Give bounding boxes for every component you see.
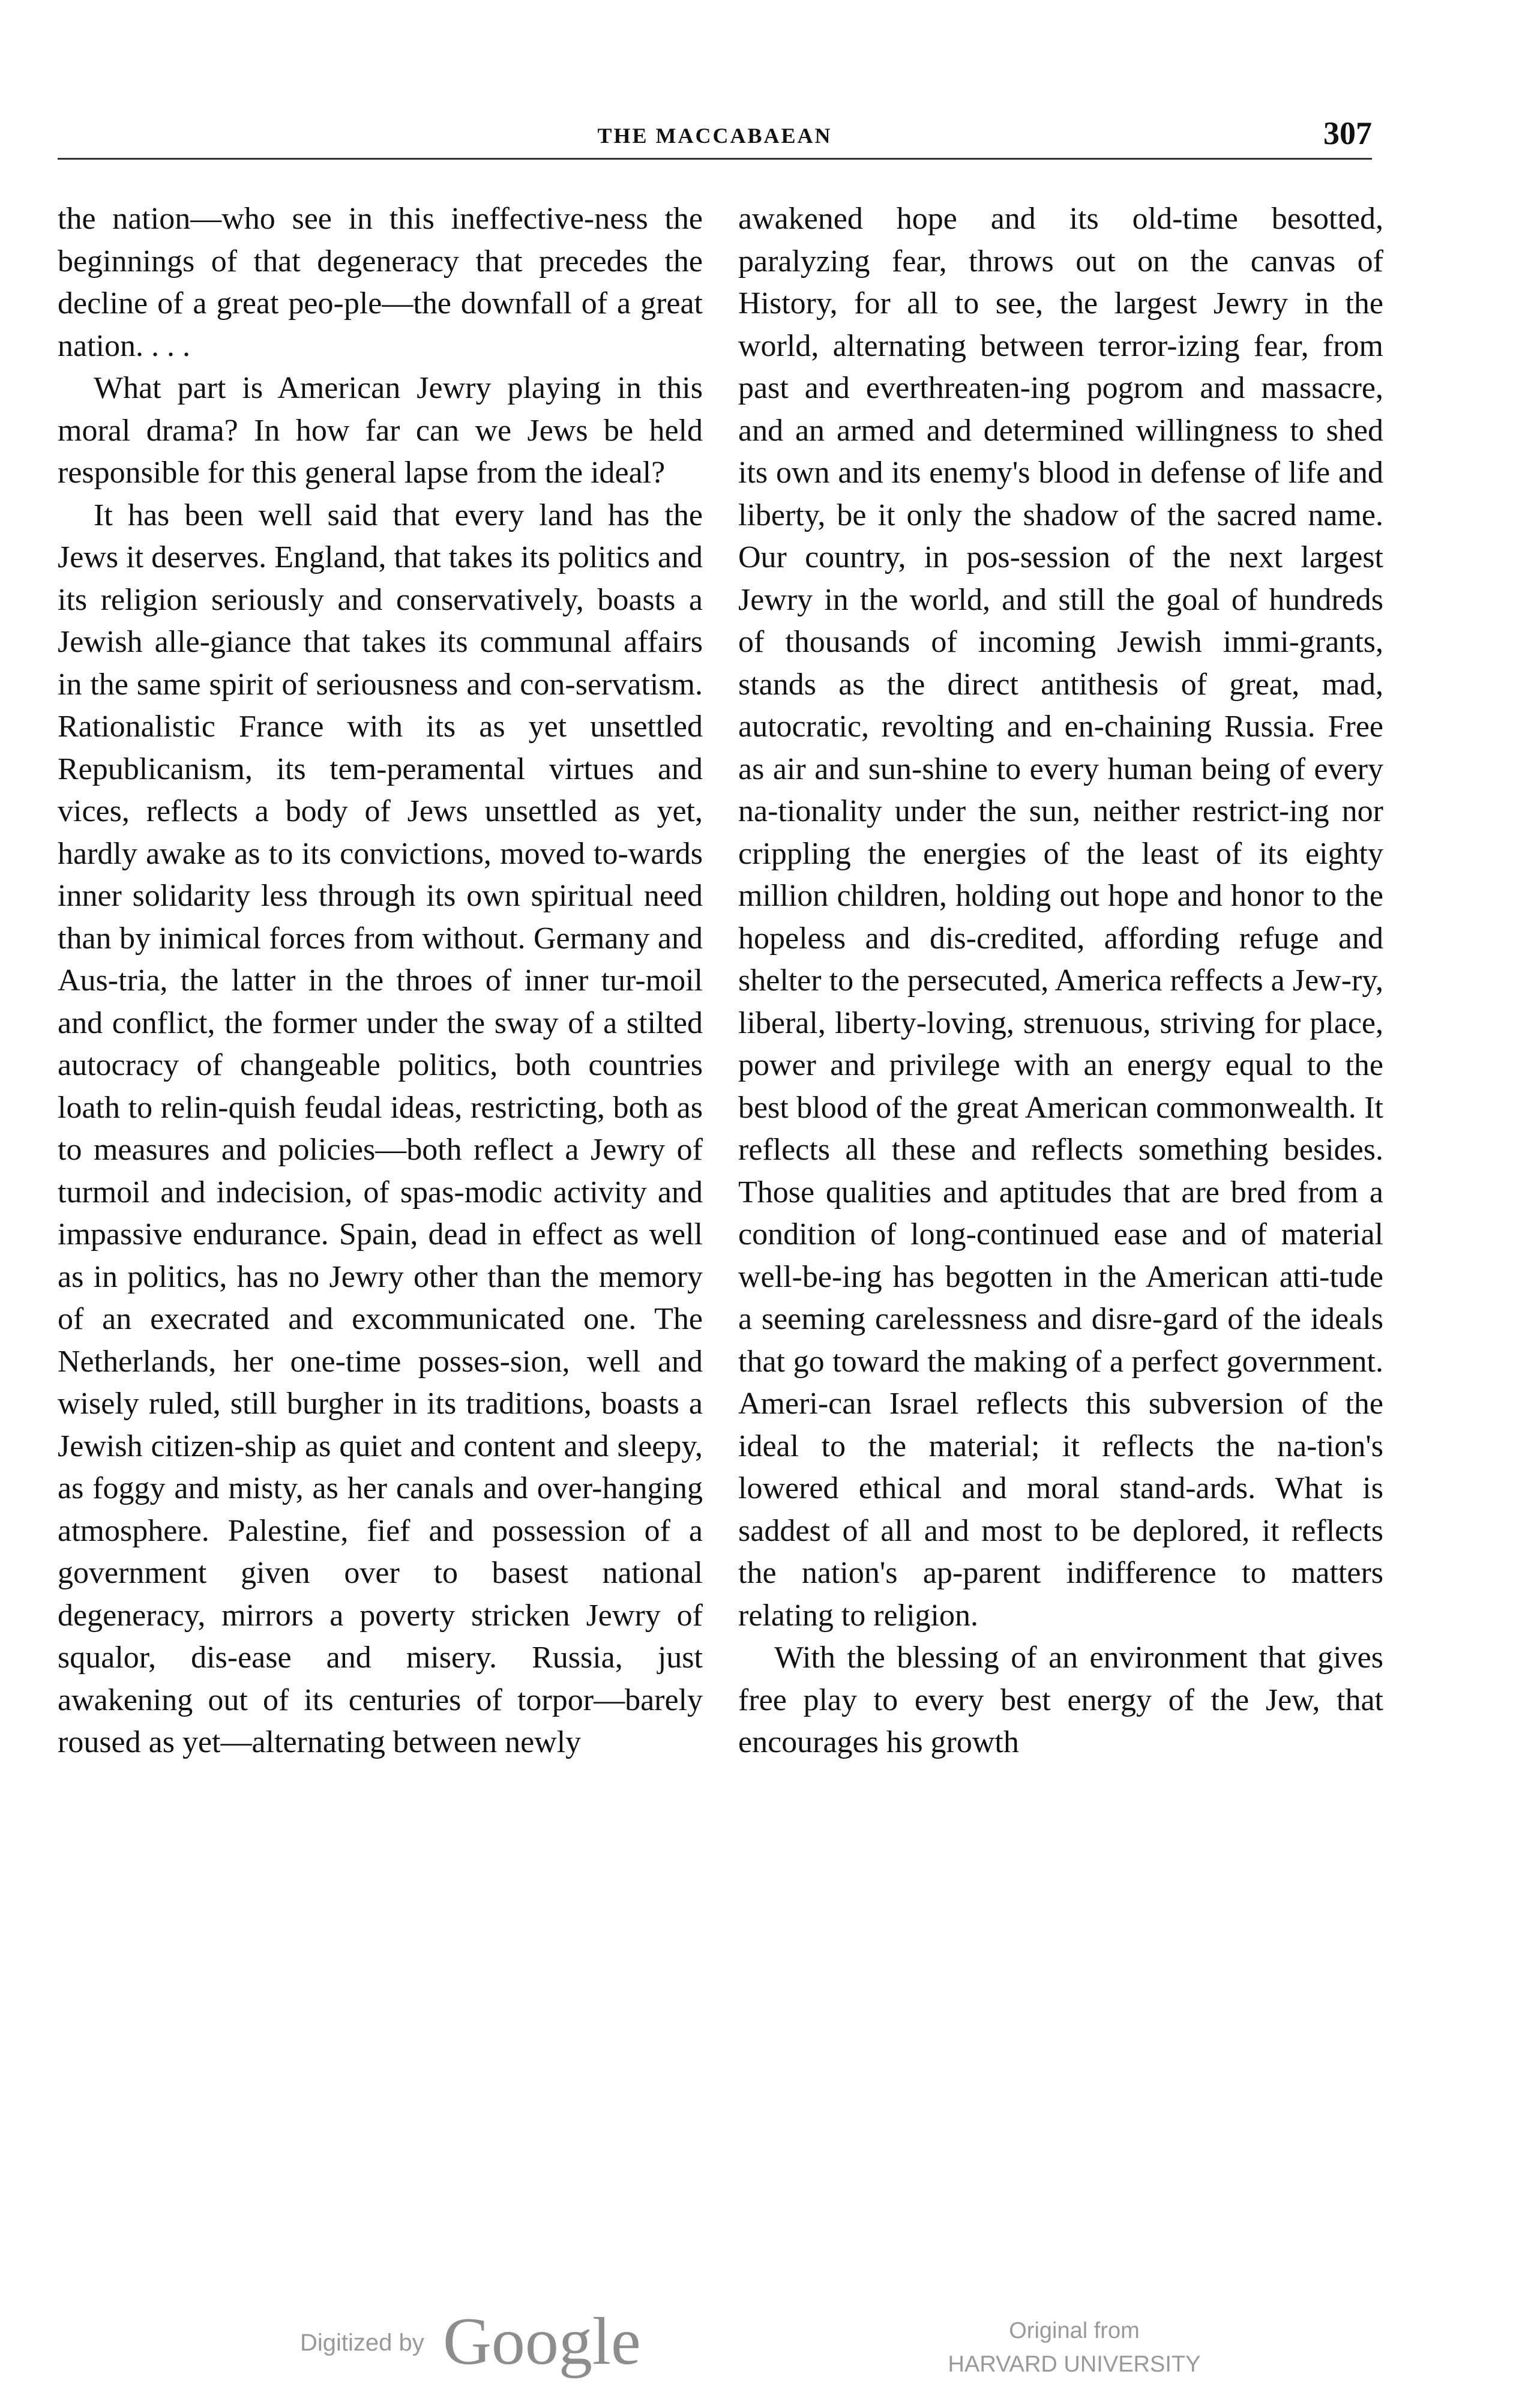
original-from-label: Original from bbox=[1009, 2318, 1140, 2343]
running-title: THE MACCABAEAN bbox=[597, 124, 832, 148]
page-footer bbox=[0, 2304, 1540, 2401]
provenance-note bbox=[906, 2314, 1242, 2381]
google-logo: Google bbox=[443, 2304, 641, 2379]
digitized-by-label: Digitized by bbox=[300, 2330, 424, 2356]
paragraph: awakened hope and its old-time besotted, paralyzing fear, throws out on the canvas of History, for all to see, the largest Jewry in the world, alternating between terror-izing fear, from past and everthreaten-ing pogrom and massacre, and an armed and determined willingness to shed its own and its enemy's blood in defense of life and liberty, be it only the shadow of the sacred name. Our country, in pos-session of the next largest Jewry in the world, and still the goal of hundreds of thousands of incoming Jewish immi-grants, stands as the direct antithesis of great, mad, autocratic, revolting and en-chaining Russia. Free as air and sun-shine to every human being of every na-tionality under the sun, neither restrict-ing nor crippling the energies of the least of its eighty million children, holding out hope and honor to the hopeless and dis-credited, affording refuge and shelter to the persecuted, America reffects a Jew-ry, liberal, liberty-loving, strenuous, striving for place, power and privilege with an energy equal to the best blood of the great American commonwealth. It reflects all these and reflects something besides. Those qualities and aptitudes that are bred from a condition of long-continued ease and of material well-be-ing has begotten in the American atti-tude a seeming carelessness and disre-gard of the ideals that go toward the making of a perfect government. Ameri-can Israel reflects this subversion of the ideal to the material; it reflects the na-tion's lowered ethical and moral stand-ards. What is saddest of all and most to be deplored, it reflects the nation's ap-parent indifference to matters relating to religion. bbox=[738, 202, 1383, 1633]
header-rule bbox=[58, 158, 1372, 160]
right-column bbox=[738, 198, 1383, 2125]
page-number: 307 bbox=[1323, 115, 1372, 151]
page-header bbox=[58, 115, 1372, 165]
paragraph: the nation—who see in this ineffective-ness the beginnings of that degeneracy that precedes the decline of a great peo-ple—the downfall of a great nation. . . . bbox=[58, 202, 703, 363]
university-label: HARVARD UNIVERSITY bbox=[948, 2352, 1201, 2377]
paragraph: It has been well said that every land has the Jews it deserves. England, that takes its politics and its religion seriously and conservatively, boasts a Jewish alle-giance that takes its communal affairs in the same spirit of seriousness and con-servatism. Rationalistic France with its as yet unsettled Republicanism, its tem-peramental virtues and vices, reflects a body of Jews unsettled as yet, hardly awake as to its convictions, moved to-wards inner solidarity less through its own spiritual need than by inimical forces from without. Germany and Aus-tria, the latter in the throes of inner tur-moil and conflict, the former under the sway of a stilted autocracy of changeable politics, both countries loath to relin-quish feudal ideas, restricting, both as to measures and policies—both reflect a Jewry of turmoil and indecision, of spas-modic activity and impassive endurance. Spain, dead in effect as well as in politics, has no Jewry other than the memory of an execrated and excommunicated one. The Netherlands, her one-time posses-sion, well and wisely ruled, still burgher in its traditions, boasts a Jewish citizen-ship as quiet and content and sleepy, as foggy and misty, as her canals and over-hanging atmosphere. Palestine, fief and possession of a government given over to basest national degeneracy, mirrors a poverty stricken Jewry of squalor, dis-ease and misery. Russia, just awakening out of its centuries of torpor—barely roused as yet—alternating between newly bbox=[58, 498, 703, 1759]
left-column bbox=[58, 198, 703, 2125]
paragraph: What part is American Jewry playing in this moral drama? In how far can we Jews be held responsible for this general lapse from the ideal? bbox=[58, 371, 703, 490]
paragraph: With the blessing of an environment that gives free play to every best energy of the Jew, that encourages his growth bbox=[738, 1640, 1383, 1759]
